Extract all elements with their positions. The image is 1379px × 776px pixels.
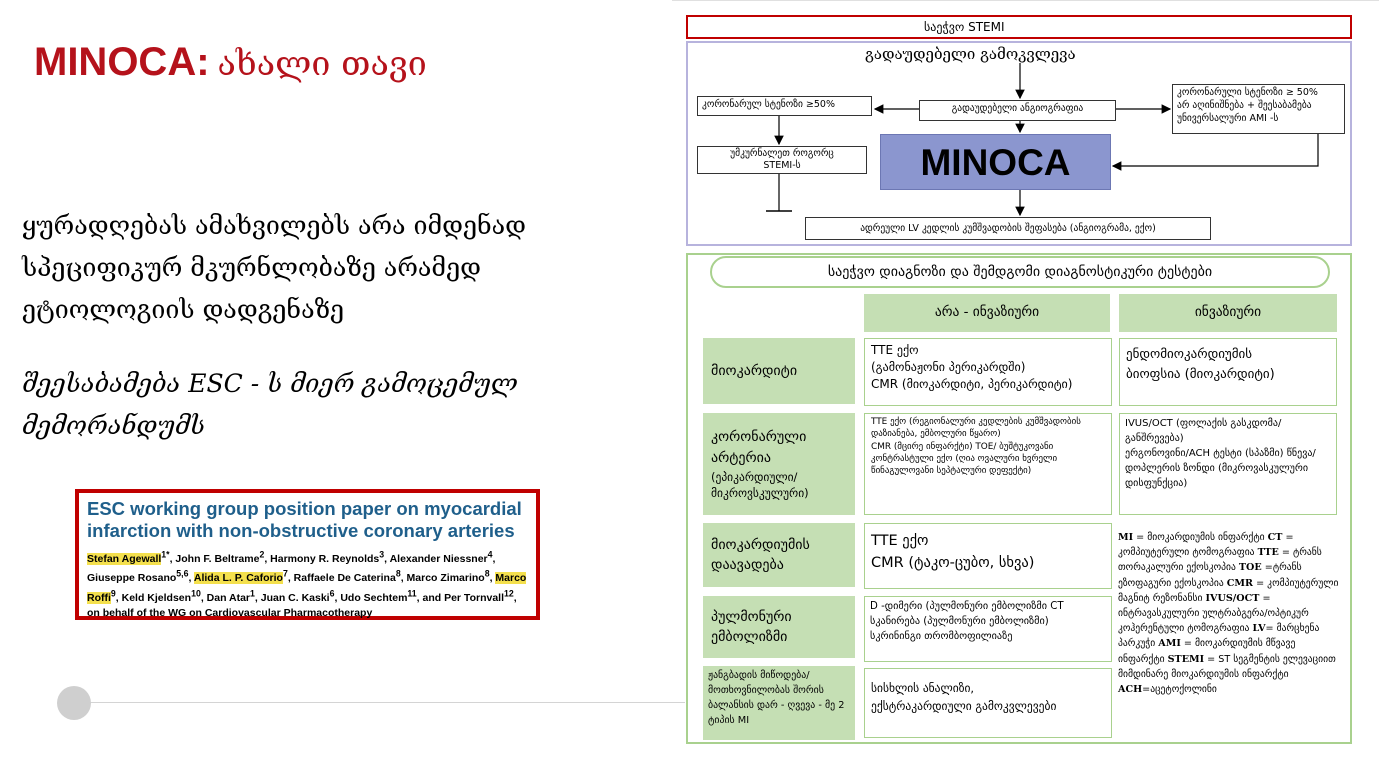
stenosis-left-box: კორონარულ სტენოზი ≥50% [697, 96, 872, 116]
top-divider [672, 0, 1379, 1]
focus-line: ყურადღებას ამახვილებს არა იმდენად [22, 211, 527, 240]
cell-oxygen-imbalance-noninvasive: სისხლის ანალიზი, ექსტრაკარდიული გამოკვლევები [864, 668, 1112, 738]
slide-title [34, 40, 427, 85]
row-label-pulmonary-embolism: პულმონური ემბოლიზმი [703, 596, 855, 658]
minoca-box: MINOCA [880, 134, 1111, 190]
accordance-line: მემორანდუმს [22, 411, 206, 440]
cell-pulmonary-embolism-noninvasive: D -დიმერი (პულმონური ემბოლიზმი CT სკანირება (პულმონური ემბოლიზმი) სკრინინგი თრომბოფილიაზე [864, 596, 1112, 662]
urgent-angio-box: გადაუდებელი ანგიოგრაფია [919, 100, 1116, 121]
paper-citation [75, 489, 540, 620]
focus-line: ეტიოლოგიის დადგენაზე [22, 295, 345, 324]
suspected-stemi-box: საეჭვო STEMI [686, 15, 1352, 39]
cell-myocardial-disease-noninvasive: TTE ექო CMR (ტაკო-ცუბო, სხვა) [864, 523, 1112, 589]
focus-line: სპეციფიკურ მკურნლობაზე არამედ [22, 253, 481, 282]
row-label-myocarditis: მიოკარდიტი [703, 338, 855, 404]
row-label-oxygen-imbalance: ჟანგბადის მიწოდება/ მოთხოვნილობას შორის ბალანსის დარ - ღვევა - მე 2 ტიპის MI [703, 666, 855, 740]
col-header-invasive: ინვაზიური [1119, 294, 1337, 332]
abbreviations-legend: MI = მიოკარდიუმის ინფარქტი CT = კომპიუტერული ტომოგრაფია TTE = ტრანს თორაკალური ექოსკოპია TOE =ტრანს ეზოფაგური ექოსკოპია CMR = კომპიუტერული მაგნიტ რეზონანსი IVUS/OCT = ინტრავასკულური ულტრაბგერა/ოპტიკურ კოჰერენტული ტომოგრაფია LV= მარცხენა პარკუჭი AMI = მიოკარდიუმის მწვავე ინფარქტი STEMI = ST სეგმენტის ელევაციით მიმდინარე მიოკარდიუმის ინფარქტი ACH=აცეტოქოლინი [1118, 532, 1339, 696]
row-label-coronary: კორონარული არტერია (ეპიკარდიული/ მიკროვსკულური) [703, 413, 855, 515]
cell-myocarditis-invasive: ენდომიოკარდიუმის ბიოფსია (მიოკარდიტი) [1119, 338, 1337, 406]
early-lv-box: ადრეული LV კედლის კუმშვადობის შეფასება (ანგიოგრამა, ექო) [805, 217, 1211, 240]
urgent-exam-title: გადაუდებელი გამოკვლევა [865, 45, 1076, 63]
stenosis-right-box: კორონარული სტენოზი ≥ 50% არ აღინიშნება + შეესაბამება უნივერსალური AMI -ს [1172, 84, 1345, 134]
accordance-text [22, 363, 662, 447]
diagnostic-title: საეჭვო დიაგნოზი და შემდგომი დიაგნოსტიკური ტესტები [710, 256, 1330, 288]
title-latin: MINOCA: [34, 40, 210, 84]
col-header-noninvasive: არა - ინვაზიური [864, 294, 1110, 332]
treat-as-stemi-box: უმკურნალეთ როგორც STEMI-ს [697, 146, 867, 174]
slide-bullet-circle [57, 686, 91, 720]
accordance-line: შეესაბამება ESC - ს მიერ გამოცემულ [22, 369, 518, 398]
paper-title: ESC working group position paper on myocardial infarction with non-obstructive coronary arteries [87, 498, 522, 541]
focus-text [22, 205, 662, 331]
title-georgian: ახალი თავი [217, 44, 427, 84]
paper-authors: Stefan Agewall$^{1*}$, John F. Beltrame$^2$, Harmony R. Reynolds$^3$, Alexander Niessner$^4$, Giuseppe Rosano$^{5,6}$, Alida L. P. Caforio$^7$, Raffaele De Caterina$^8$, Marco Zimarino$^8$, Marco Roffi$^9$, Keld Kjeldsen$^{10}$, Dan Atar$^1$, Juan C. Kaski$^6$, Udo Sechtem$^{11}$, and Per Tornvall$^{12}$, on behalf of the WG on Cardiovascular Pharmacotherapy [87, 549, 527, 619]
cell-myocarditis-noninvasive: TTE ექო (გამონაჟონი პერიკარდში) CMR (მიოკარდიტი, პერიკარდიტი) [864, 338, 1112, 406]
footer-divider [80, 702, 685, 703]
flow-arrows [686, 41, 1352, 246]
cell-coronary-noninvasive: TTE ექო (რეგიონალური კედლების კუმშვადობის დაზიანება, ემბოლური წყარო) CMR (მცირე ინფარქტი) TOE/ ბუშტუკოვანი კონტრასტული ექო (ღია ოვალური ხვრელი წინაგულოვანი სეპტალური დეფექტი) [864, 413, 1112, 515]
cell-coronary-invasive: IVUS/OCT (ფოლაქის გასკდომა/განშრევება) ერგონოვინი/ACH ტესტი (სპაზმი) წნევა/დოპლერის ზონდი (მიკროვასკულური დისფუნქცია) [1119, 413, 1337, 515]
row-label-myocardial-disease: მიოკარდიუმის დაავადება [703, 523, 855, 587]
